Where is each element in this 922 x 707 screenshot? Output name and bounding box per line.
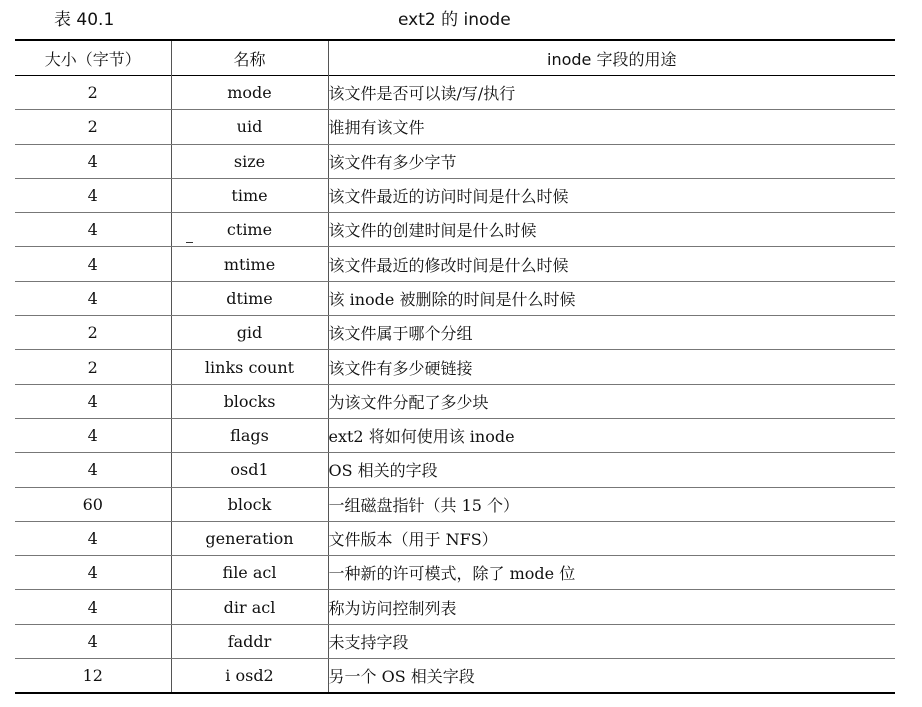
cell-desc: 一组磁盘指针（共 15 个）	[328, 487, 895, 521]
cell-desc: 该文件有多少字节	[328, 144, 895, 178]
cell-desc: 该文件有多少硬链接	[328, 350, 895, 384]
cell-desc: 该文件属于哪个分组	[328, 316, 895, 350]
cell-desc: 该 inode 被删除的时间是什么时候	[328, 281, 895, 315]
table-row	[15, 487, 895, 521]
table-header	[15, 40, 895, 76]
stray-mark	[186, 242, 193, 243]
header-purpose: inode 字段的用途	[328, 40, 895, 76]
table-row	[15, 350, 895, 384]
cell-size: 2	[15, 350, 171, 384]
table-row	[15, 213, 895, 247]
table-row	[15, 453, 895, 487]
table-row	[15, 659, 895, 694]
cell-desc: 该文件最近的修改时间是什么时候	[328, 247, 895, 281]
cell-name: flags	[171, 418, 328, 452]
header-size: 大小（字节）	[44, 49, 141, 69]
cell-desc: 文件版本（用于 NFS）	[328, 521, 895, 555]
cell-size: 2	[15, 76, 171, 110]
header-row	[15, 40, 895, 76]
cell-name: links count	[171, 350, 328, 384]
inode-fields-table	[15, 39, 895, 694]
table-row	[15, 556, 895, 590]
cell-desc: 该文件最近的访问时间是什么时候	[328, 178, 895, 212]
cell-name: dir acl	[171, 590, 328, 624]
table-row	[15, 281, 895, 315]
table-row	[15, 247, 895, 281]
table-row	[15, 144, 895, 178]
cell-name: uid	[171, 110, 328, 144]
table-number: 表 40.1	[54, 10, 115, 30]
cell-size: 4	[15, 453, 171, 487]
cell-size: 2	[15, 316, 171, 350]
cell-size: 4	[15, 624, 171, 658]
table-row	[15, 418, 895, 452]
cell-desc: 为该文件分配了多少块	[328, 384, 895, 418]
cell-desc: 称为访问控制列表	[328, 590, 895, 624]
cell-size: 12	[15, 659, 171, 694]
cell-name: mode	[171, 76, 328, 110]
table-row	[15, 178, 895, 212]
cell-desc: OS 相关的字段	[328, 453, 895, 487]
table-title: ext2 的 inode	[398, 10, 511, 30]
cell-name: faddr	[171, 624, 328, 658]
cell-name: gid	[171, 316, 328, 350]
cell-name: blocks	[171, 384, 328, 418]
cell-desc: 另一个 OS 相关字段	[328, 659, 895, 694]
table-caption	[0, 8, 922, 34]
cell-desc: 该文件是否可以读/写/执行	[328, 76, 895, 110]
table-body	[15, 76, 895, 694]
table-row	[15, 521, 895, 555]
cell-name: time	[171, 178, 328, 212]
cell-desc: 谁拥有该文件	[328, 110, 895, 144]
cell-name: generation	[171, 521, 328, 555]
table-row	[15, 76, 895, 110]
cell-desc: ext2 将如何使用该 inode	[328, 418, 895, 452]
cell-size: 60	[15, 487, 171, 521]
cell-name: file acl	[171, 556, 328, 590]
cell-size: 4	[15, 384, 171, 418]
cell-name: size	[171, 144, 328, 178]
table-row	[15, 316, 895, 350]
cell-desc: 该文件的创建时间是什么时候	[328, 213, 895, 247]
cell-size: 4	[15, 178, 171, 212]
cell-size: 4	[15, 144, 171, 178]
cell-size: 4	[15, 521, 171, 555]
table-row	[15, 110, 895, 144]
cell-desc: 未支持字段	[328, 624, 895, 658]
cell-name: dtime	[171, 281, 328, 315]
cell-size: 4	[15, 590, 171, 624]
header-name: 名称	[171, 40, 328, 76]
cell-name: block	[171, 487, 328, 521]
table-row	[15, 624, 895, 658]
cell-size: 4	[15, 418, 171, 452]
cell-size: 2	[15, 110, 171, 144]
cell-size: 4	[15, 281, 171, 315]
cell-desc: 一种新的许可模式，除了 mode 位	[328, 556, 895, 590]
cell-name: osd1	[171, 453, 328, 487]
cell-name: mtime	[171, 247, 328, 281]
table-row	[15, 590, 895, 624]
cell-name: i osd2	[171, 659, 328, 694]
cell-size: 4	[15, 247, 171, 281]
table-row	[15, 384, 895, 418]
cell-size: 4	[15, 556, 171, 590]
cell-size: 4	[15, 213, 171, 247]
cell-name: ctime	[171, 213, 328, 247]
